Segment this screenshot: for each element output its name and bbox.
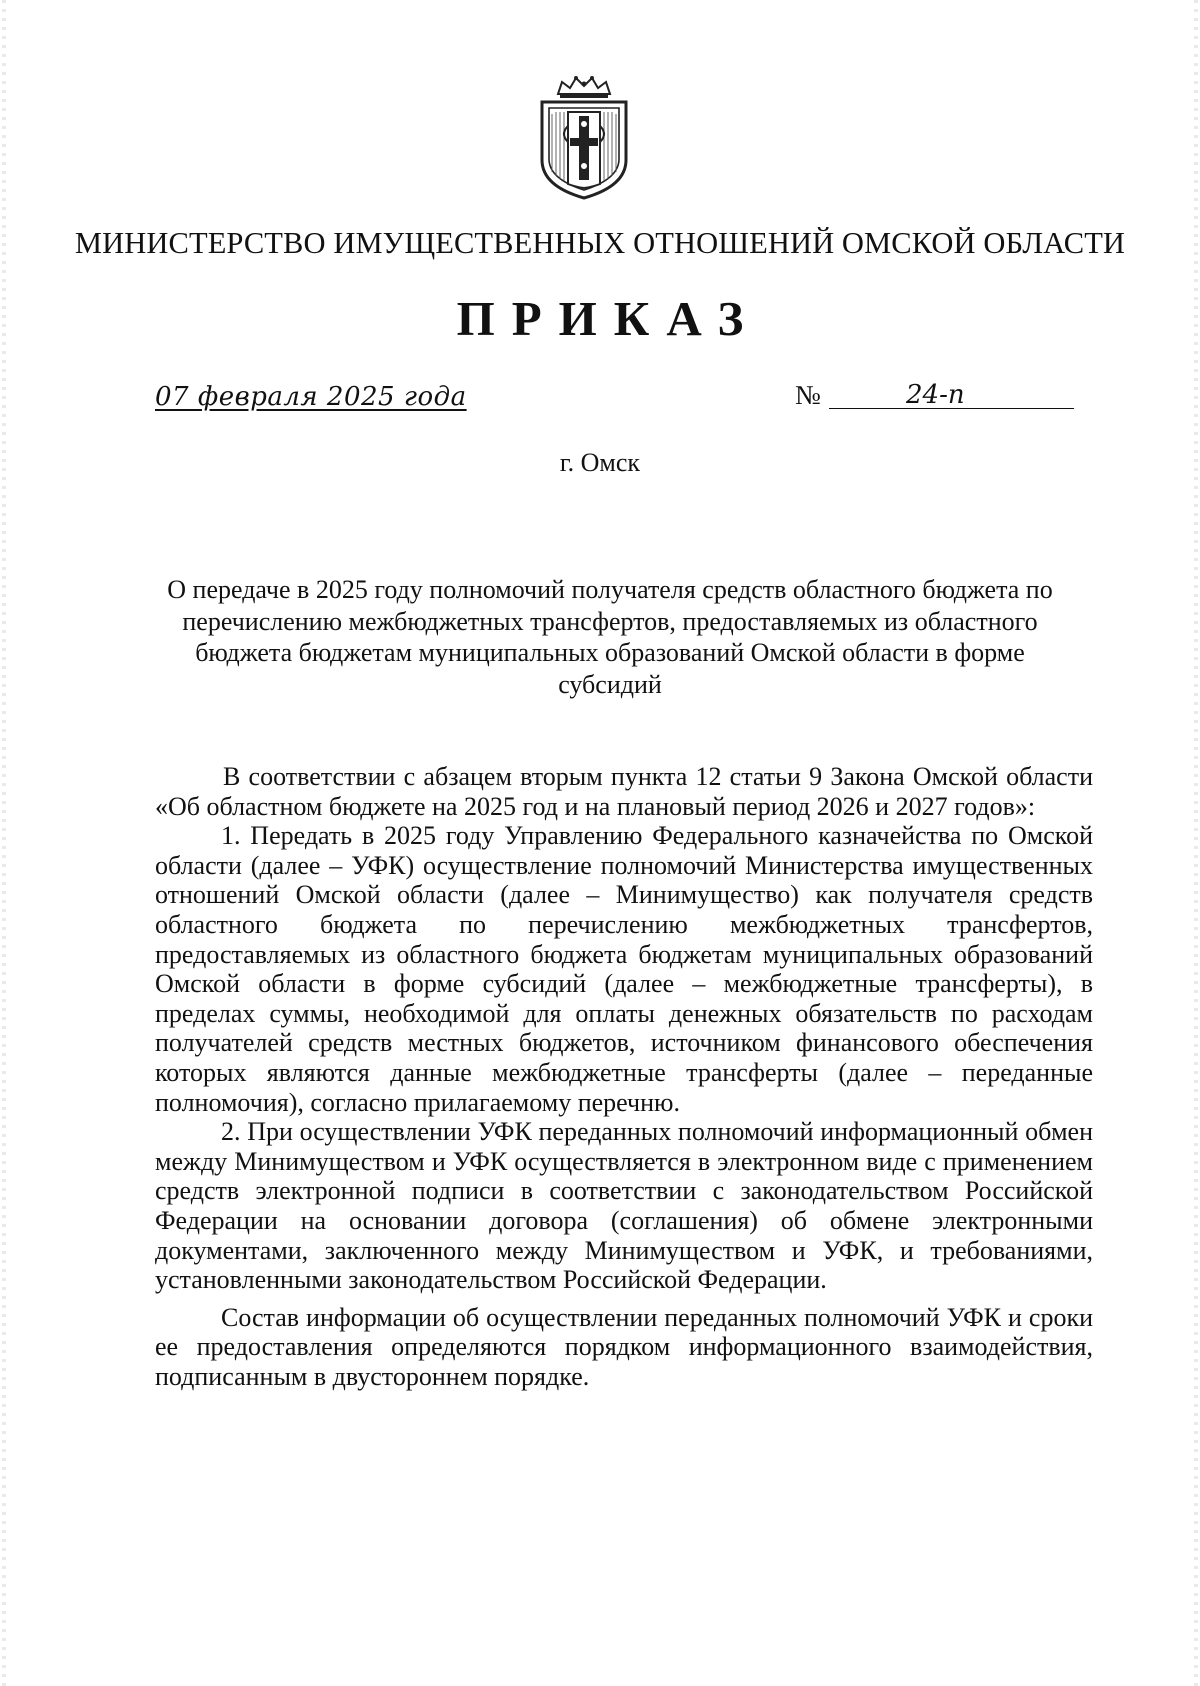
order-number: 24-п xyxy=(906,380,965,410)
order-subject: О передаче в 2025 году полномочий получателя средств областного бюджета по перечислению межбюджетных трансфертов, предоставляемых из областного бюджета бюджетам муниципальных образований Омской области в форме субсидий xyxy=(167,575,1053,699)
ministry-name: МИНИСТЕРСТВО ИМУЩЕСТВЕННЫХ ОТНОШЕНИЙ ОМСКОЙ ОБЛАСТИ xyxy=(74,226,1126,260)
item-2-continuation-paragraph: Состав информации об осуществлении переданных полномочий УФК и сроки ее предоставления определяются порядком информационного взаимодействия, подписанным в двустороннем порядке. xyxy=(155,1302,1093,1391)
order-number-label: № xyxy=(795,380,821,410)
preamble-paragraph: В соответствии с абзацем вторым пункта 12 статьи 9 Закона Омской области «Об областном бюджете на 2025 год и на плановый период 2026 и 2027 годов»: xyxy=(155,762,1093,821)
omsk-oblast-coat-of-arms-icon xyxy=(536,74,632,200)
order-body xyxy=(155,762,1093,1391)
order-date: 07 февраля 2025 года xyxy=(155,382,467,412)
city: г. Омск xyxy=(559,448,641,477)
document-type-title: ПРИКАЗ xyxy=(456,291,761,346)
item-1-paragraph: 1. Передать в 2025 году Управлению Федерального казначейства по Омской области (далее – УФК) осуществление полномочий Министерства имущественных отношений Омской области (далее – Минимущество) как получателя средств областного бюджета по перечислению межбюджетных трансфертов, предоставляемых из областного бюджета бюджетам муниципальных образований Омской области в форме субсидий (далее – межбюджетные трансферты), в пределах суммы, необходимой для оплаты денежных обязательств по расходам получателей средств местных бюджетов, источником финансового обеспечения которых являются данные межбюджетные трансферты (далее – переданные полномочия), согласно прилагаемому перечню. xyxy=(155,821,1093,1117)
item-2-paragraph: 2. При осуществлении УФК переданных полномочий информационный обмен между Минимуществом и УФК осуществляется в электронном виде с применением средств электронной подписи в соответствии с законодательством Российской Федерации на основании договора (соглашения) об обмене электронными документами, заключенного между Минимуществом и УФК, и требованиями, установленными законодательством Российской Федерации. xyxy=(155,1117,1093,1295)
